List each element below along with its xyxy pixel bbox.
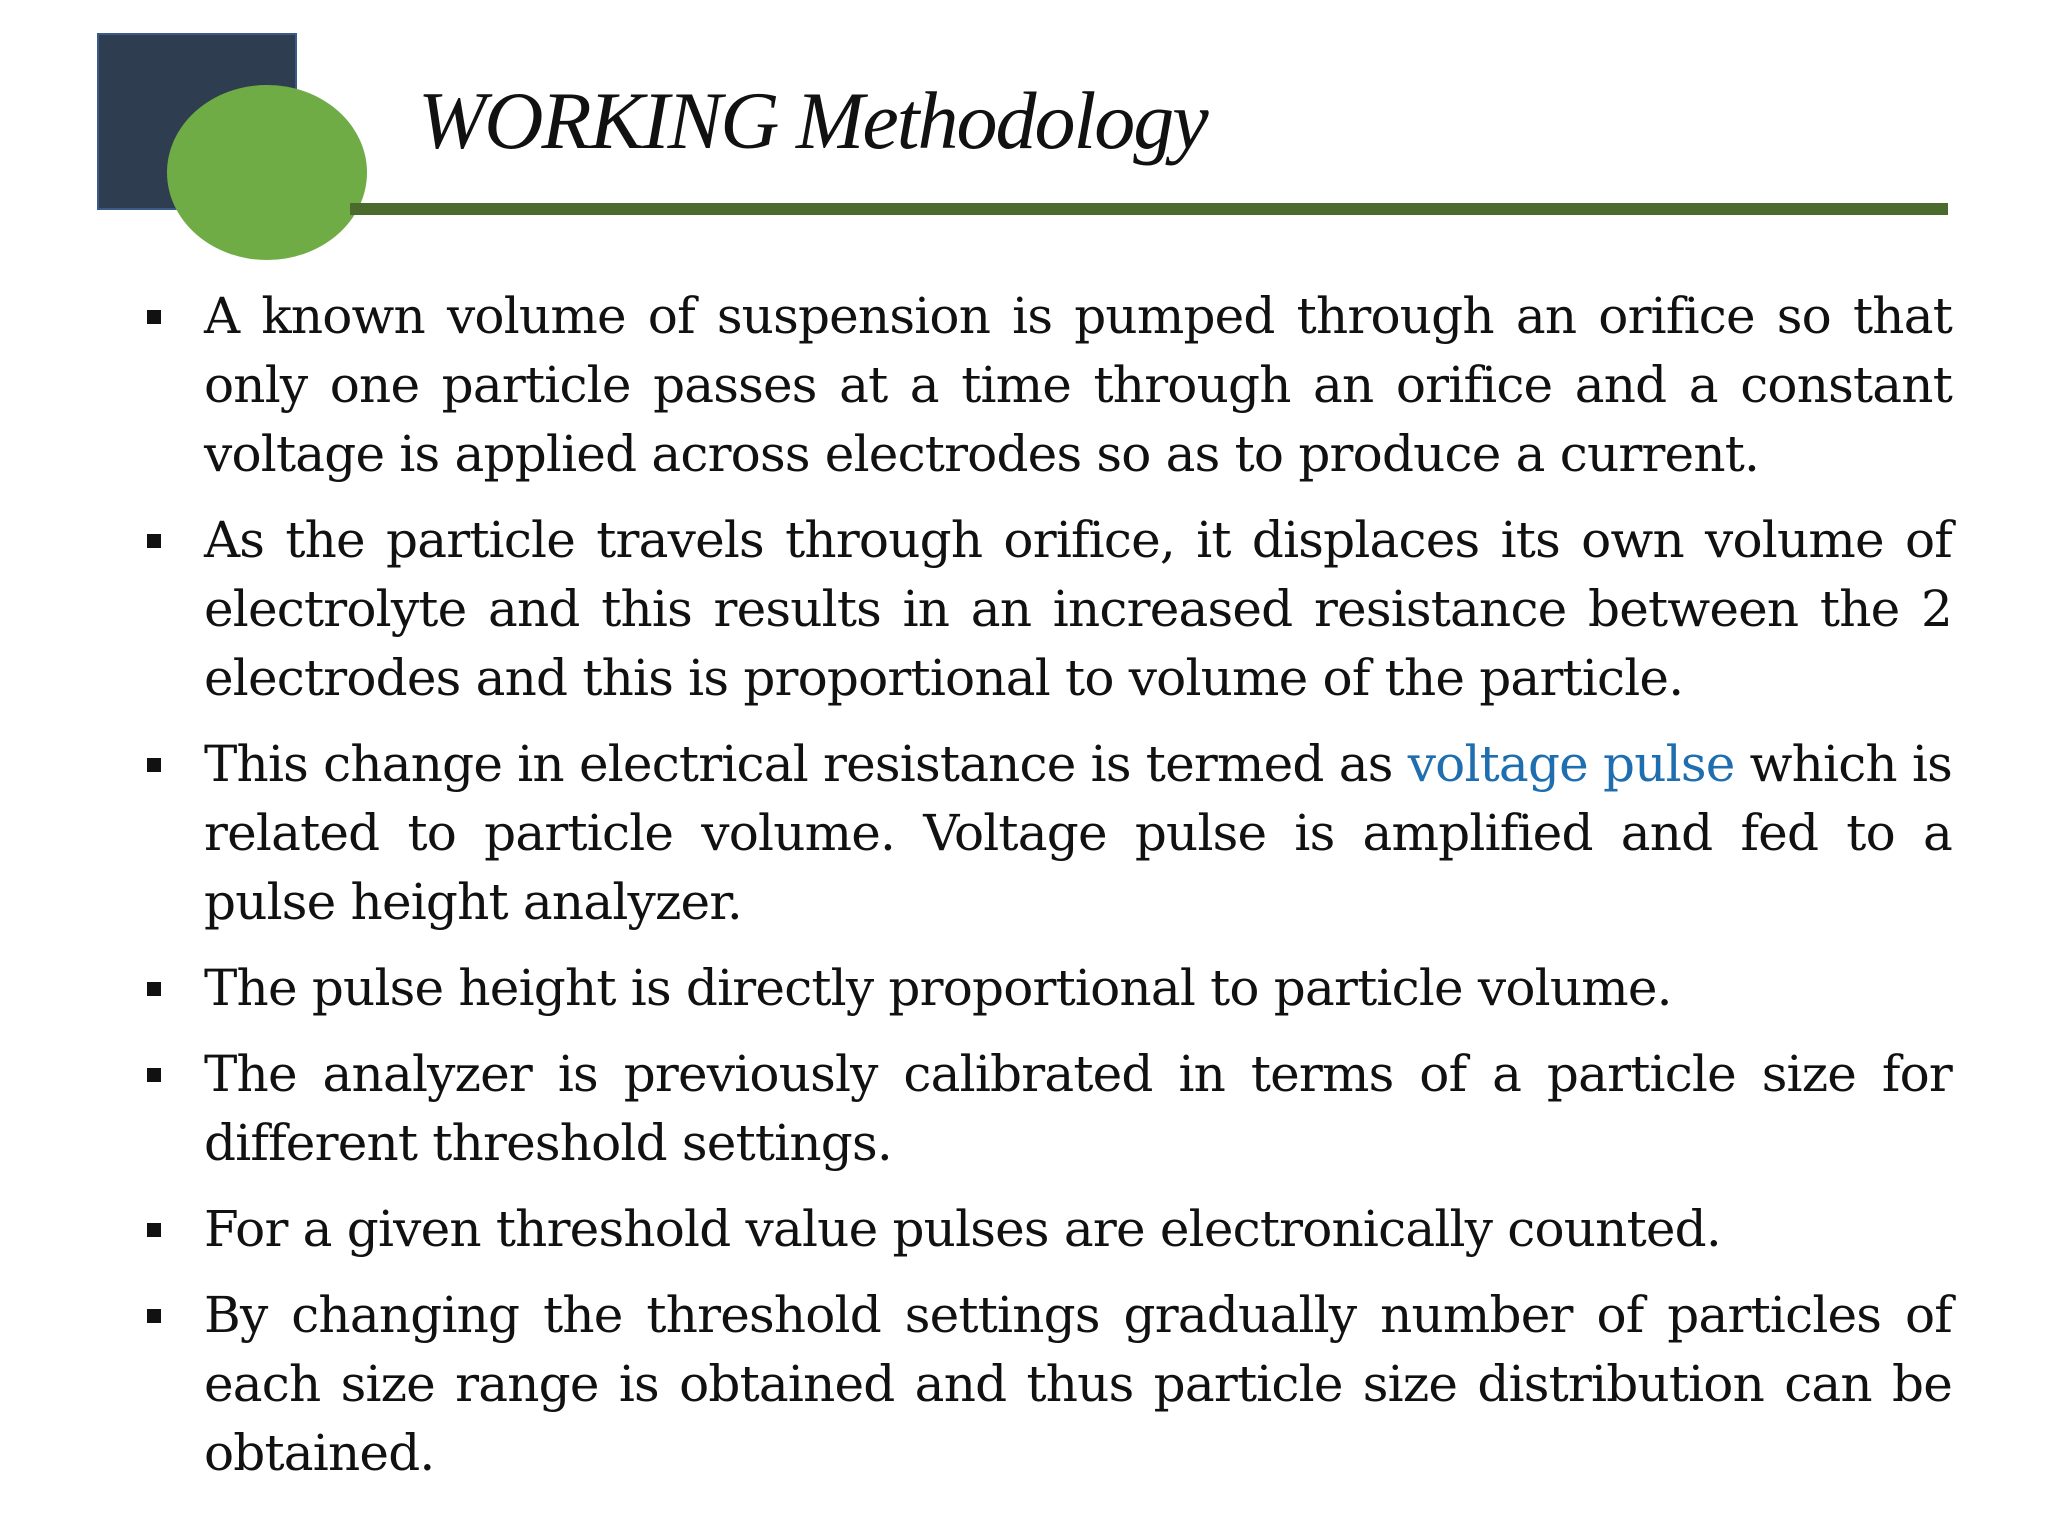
highlighted-term: voltage pulse [1407, 735, 1735, 793]
bullet-text: By changing the threshold settings gradually number of particles of each size range is obtained and thus particle size distribution can be obtained. [204, 1286, 1952, 1482]
decorative-circle [167, 85, 367, 260]
bullet-text: As the particle travels through orifice, it displaces its own volume of electrolyte and this results in an increased resistance between the 2 electrodes and this is proportional to volume of the particle. [204, 511, 1952, 707]
bullet-text: The pulse height is directly proportional to particle volume. [204, 959, 1672, 1017]
bullet-text-continued: which is related to particle volume. Voltage pulse is amplified and fed to a pulse height analyzer. [204, 735, 1952, 931]
bullet-item [140, 954, 1952, 1023]
title-underline [350, 203, 1948, 215]
bullet-text: The analyzer is previously calibrated in terms of a particle size for different threshold settings. [204, 1045, 1952, 1172]
square-bullet-icon [147, 1068, 161, 1082]
bullet-item [140, 1281, 1952, 1488]
bullet-text: For a given threshold value pulses are electronically counted. [204, 1200, 1721, 1258]
bullet-list [140, 282, 1952, 1505]
bullet-item [140, 1195, 1952, 1264]
square-bullet-icon [147, 758, 161, 772]
square-bullet-icon [147, 310, 161, 324]
slide-title: WORKING Methodology [418, 75, 1207, 166]
bullet-text: A known volume of suspension is pumped through an orifice so that only one particle passes at a time through an orifice and a constant voltage is applied across electrodes so as to produce a current. [204, 287, 1952, 483]
square-bullet-icon [147, 982, 161, 996]
square-bullet-icon [147, 1309, 161, 1323]
square-bullet-icon [147, 1223, 161, 1237]
bullet-item [140, 1040, 1952, 1178]
square-bullet-icon [147, 534, 161, 548]
bullet-item [140, 730, 1952, 937]
bullet-text: This change in electrical resistance is termed as [204, 735, 1408, 793]
bullet-item [140, 282, 1952, 489]
bullet-item [140, 506, 1952, 713]
